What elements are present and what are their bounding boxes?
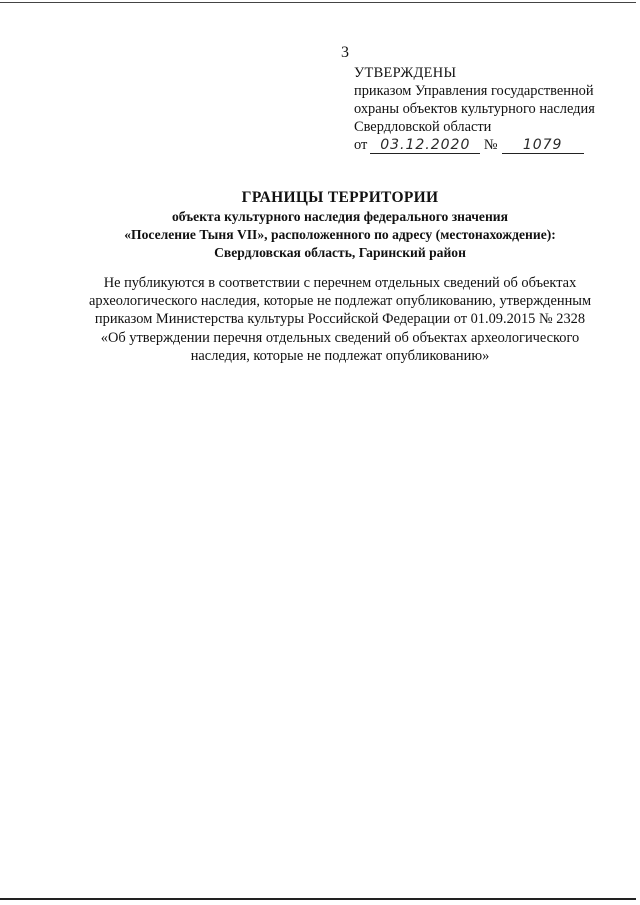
body-paragraph xyxy=(40,274,640,365)
body-line: приказом Министерства культуры Российской Федерации от 01.09.2015 № 2328 xyxy=(94,311,586,328)
title-line: Свердловская область, Гаринский район xyxy=(214,245,466,260)
title-line: объекта культурного наследия федерального значения xyxy=(172,209,508,224)
approval-heading: УТВЕРЖДЕНЫ xyxy=(354,65,457,81)
body-line: наследия, которые не подлежат опубликованию» xyxy=(190,347,490,364)
approval-date-number-line xyxy=(354,136,634,154)
scan-edge-bottom xyxy=(0,898,636,900)
approval-number-handwritten: 1079 xyxy=(502,137,584,154)
document-title xyxy=(40,188,640,262)
approval-line: приказом Управления государственной xyxy=(354,83,594,99)
date-prefix: от xyxy=(354,137,368,153)
scan-edge-top xyxy=(0,2,636,3)
body-line: Не публикуются в соответствии с перечнем отдельных сведений об объектах xyxy=(103,275,577,291)
approval-date-handwritten: 03.12.2020 xyxy=(370,137,480,154)
approval-stamp xyxy=(354,64,634,154)
approval-line: Свердловской области xyxy=(354,119,492,135)
page-number: 3 xyxy=(341,44,349,61)
body-line: археологического наследия, которые не подлежат опубликованию, утвержденным xyxy=(88,293,592,310)
body-line: «Об утверждении перечня отдельных сведений об объектах археологического xyxy=(100,329,580,346)
number-prefix: № xyxy=(483,137,498,153)
approval-line: охраны объектов культурного наследия xyxy=(354,101,595,117)
title-main: ГРАНИЦЫ ТЕРРИТОРИИ xyxy=(241,189,439,206)
title-line: «Поселение Тыня VII», расположенного по адресу (местонахождение): xyxy=(124,227,556,242)
